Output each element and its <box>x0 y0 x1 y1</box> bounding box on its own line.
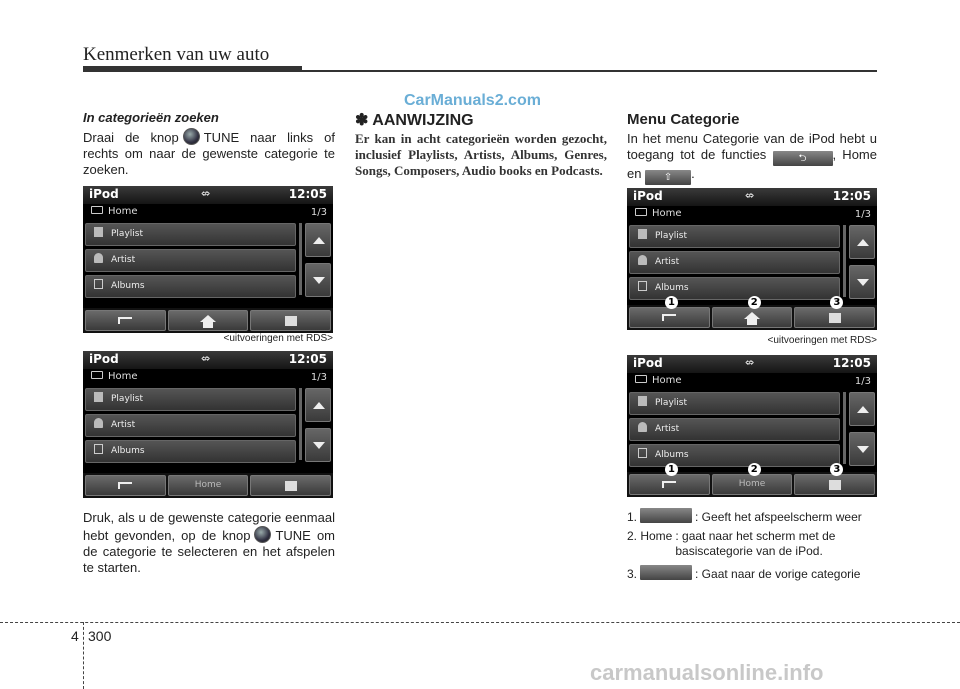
clock: 12:05 <box>288 187 327 201</box>
section-title: Menu Categorie <box>627 111 740 128</box>
status-bar <box>83 186 333 204</box>
paragraph-text: , Home en <box>627 147 877 181</box>
ipod-screen-2 <box>83 351 333 498</box>
header-rule-thick <box>83 66 302 72</box>
source-label: iPod <box>89 187 119 201</box>
chapter-number: 4 <box>71 628 79 644</box>
folder-up-button-icon: ⇧ <box>645 170 691 185</box>
folder-up-icon <box>285 481 297 491</box>
artist-icon <box>638 255 647 265</box>
badge-3: 3 <box>830 296 843 309</box>
up-category-button[interactable] <box>250 475 331 496</box>
paragraph-text: TUNE naar links of rechts om naar de gewenste categorie te zoeken. <box>83 130 335 177</box>
scroll-up-button[interactable] <box>849 392 875 426</box>
paragraph-text: TUNE om de categorie te selecteren en het afspelen te starten. <box>83 528 335 575</box>
back-button[interactable] <box>629 297 710 328</box>
tune-knob-icon <box>254 526 271 543</box>
section-subtitle: In categorieën zoeken <box>83 110 219 125</box>
breadcrumb-label: Home <box>108 206 138 217</box>
category-item-artist[interactable] <box>85 414 296 437</box>
folder-icon <box>635 208 647 216</box>
playlist-icon <box>638 396 647 406</box>
header-title: Kenmerken van uw auto <box>83 44 270 65</box>
up-category-button[interactable] <box>794 297 875 328</box>
home-icon <box>744 312 760 319</box>
home-icon <box>200 315 216 322</box>
scrollbar[interactable] <box>299 223 302 295</box>
legend-number: 2. Home <box>627 529 673 543</box>
site-watermark: CarManuals2.com <box>404 92 541 109</box>
list-item-label: Playlist <box>655 398 687 408</box>
folder-icon <box>635 375 647 383</box>
category-item-playlist[interactable] <box>629 225 840 248</box>
back-button[interactable] <box>629 464 710 495</box>
scroll-down-button[interactable] <box>305 428 331 462</box>
list-item-label: Playlist <box>111 229 143 239</box>
clock: 12:05 <box>832 189 871 203</box>
folder-up-icon <box>829 480 841 490</box>
page-indicator: 1/3 <box>310 372 327 383</box>
list-item-label: Artist <box>655 424 680 434</box>
scroll-up-button[interactable] <box>305 223 331 257</box>
legend-3 <box>627 565 860 582</box>
screen-caption: <uitvoeringen met RDS> <box>223 333 333 344</box>
list-item-label: Albums <box>655 283 689 293</box>
arrow-down-icon <box>313 277 325 284</box>
folder-up-icon <box>285 316 297 326</box>
paragraph-text: Draai de knop <box>83 130 179 145</box>
playlist-icon <box>94 227 103 237</box>
arrow-down-icon <box>857 279 869 286</box>
back-arrow-icon <box>118 482 132 489</box>
legend-1 <box>627 508 862 525</box>
status-bar <box>627 355 877 373</box>
screen-caption: <uitvoeringen met RDS> <box>767 335 877 346</box>
scroll-down-button[interactable] <box>849 432 875 466</box>
artist-icon <box>638 422 647 432</box>
category-item-playlist[interactable] <box>85 388 296 411</box>
footer-dashed-rule <box>0 622 960 623</box>
paragraph-select <box>83 510 335 576</box>
breadcrumb-label: Home <box>108 371 138 382</box>
category-list <box>629 392 840 470</box>
scroll-down-button[interactable] <box>849 265 875 299</box>
category-item-playlist[interactable] <box>85 223 296 246</box>
clock: 12:05 <box>288 352 327 366</box>
folder-up-icon <box>829 313 841 323</box>
breadcrumb <box>91 371 138 382</box>
legend-text: : Gaat naar de vorige categorie <box>695 567 861 581</box>
footer-dashed-divider <box>83 622 84 689</box>
home-button[interactable]: Home <box>168 475 249 496</box>
list-item-label: Playlist <box>655 231 687 241</box>
page-number: 300 <box>88 628 112 644</box>
category-list <box>85 223 296 301</box>
list-item-label: Albums <box>655 450 689 460</box>
category-item-artist[interactable] <box>629 418 840 441</box>
folder-up-button-icon <box>640 565 692 580</box>
legend-number: 3. <box>627 567 638 581</box>
category-item-albums[interactable] <box>85 440 296 463</box>
category-item-albums[interactable] <box>85 275 296 298</box>
back-button-icon <box>640 508 692 523</box>
source-label: iPod <box>633 356 663 370</box>
scroll-down-button[interactable] <box>305 263 331 297</box>
page-indicator: 1/3 <box>854 376 871 387</box>
ipod-screen-3 <box>627 188 877 330</box>
scrollbar[interactable] <box>843 392 846 464</box>
badge-2: 2 <box>748 463 761 476</box>
ipod-screen-4 <box>627 355 877 497</box>
arrow-down-icon <box>857 446 869 453</box>
category-item-artist[interactable] <box>85 249 296 272</box>
paragraph-text: Druk, als u de gewenste categorie eenmaal hebt gevonden, op de knop <box>83 510 335 543</box>
breadcrumb <box>635 208 682 219</box>
back-button[interactable] <box>85 310 166 331</box>
breadcrumb <box>91 206 138 217</box>
usb-icon: ⇎ <box>745 356 755 369</box>
breadcrumb-label: Home <box>652 375 682 386</box>
legend-2 <box>627 529 879 559</box>
up-category-button[interactable] <box>794 464 875 495</box>
header-rule-thin <box>300 70 877 72</box>
album-icon <box>638 281 647 291</box>
scroll-up-button[interactable] <box>849 225 875 259</box>
artist-icon <box>94 418 103 428</box>
bottom-bar <box>83 473 333 498</box>
tune-knob-icon <box>183 128 200 145</box>
list-item-label: Artist <box>111 255 136 265</box>
breadcrumb <box>635 375 682 386</box>
home-button[interactable] <box>712 297 793 328</box>
paragraph-search <box>83 128 335 178</box>
artist-icon <box>94 253 103 263</box>
home-button[interactable] <box>168 310 249 331</box>
back-arrow-icon <box>662 314 676 321</box>
category-item-albums[interactable] <box>629 444 840 467</box>
list-item-label: Albums <box>111 281 145 291</box>
scrollbar[interactable] <box>843 225 846 297</box>
note-body: Er kan in acht categorieën worden gezocht, inclusief Playlists, Artists, Albums, Genres, Songs, Composers, Audio books en Podcasts. <box>355 131 607 178</box>
badge-1: 1 <box>665 296 678 309</box>
category-item-albums[interactable] <box>629 277 840 300</box>
list-item-label: Albums <box>111 446 145 456</box>
category-list <box>629 225 840 303</box>
category-item-artist[interactable] <box>629 251 840 274</box>
legend-text: : gaat naar het scherm met de basiscategorie van de iPod. <box>675 529 836 558</box>
category-item-playlist[interactable] <box>629 392 840 415</box>
up-category-button[interactable] <box>250 310 331 331</box>
status-bar <box>627 188 877 206</box>
legend-number: 1. <box>627 510 638 524</box>
clock: 12:05 <box>832 356 871 370</box>
scrollbar[interactable] <box>299 388 302 460</box>
arrow-up-icon <box>313 402 325 409</box>
album-icon <box>638 448 647 458</box>
paragraph-text: . <box>691 166 695 181</box>
folder-icon <box>91 371 103 379</box>
bottom-bar <box>627 464 877 497</box>
folder-icon <box>91 206 103 214</box>
ipod-screen-1 <box>83 186 333 333</box>
footer-watermark: carmanualsonline.info <box>590 660 824 685</box>
list-item-label: Artist <box>111 420 136 430</box>
badge-1: 1 <box>665 463 678 476</box>
note-title: ✽ AANWIJZING <box>355 112 474 129</box>
legend-text: : Geeft het afspeelscherm weer <box>695 510 862 524</box>
usb-icon: ⇎ <box>201 352 211 365</box>
arrow-up-icon <box>857 406 869 413</box>
paragraph-menu <box>627 131 877 185</box>
list-item-label: Playlist <box>111 394 143 404</box>
paragraph-text: In het menu Categorie van de iPod hebt u toegang tot de functies <box>627 131 877 162</box>
category-list <box>85 388 296 466</box>
back-arrow-icon <box>662 481 676 488</box>
page-indicator: 1/3 <box>854 209 871 220</box>
page-indicator: 1/3 <box>310 207 327 218</box>
source-label: iPod <box>633 189 663 203</box>
bottom-bar <box>627 297 877 330</box>
back-button-icon: ⮌ <box>773 151 833 166</box>
playlist-icon <box>638 229 647 239</box>
album-icon <box>94 444 103 454</box>
badge-3: 3 <box>830 463 843 476</box>
source-label: iPod <box>89 352 119 366</box>
usb-icon: ⇎ <box>201 187 211 200</box>
scroll-up-button[interactable] <box>305 388 331 422</box>
home-button[interactable] <box>712 464 793 495</box>
bottom-bar <box>83 308 333 333</box>
back-button[interactable] <box>85 475 166 496</box>
playlist-icon <box>94 392 103 402</box>
arrow-up-icon <box>857 239 869 246</box>
home-label: Home <box>738 479 766 489</box>
arrow-down-icon <box>313 442 325 449</box>
usb-icon: ⇎ <box>745 189 755 202</box>
arrow-up-icon <box>313 237 325 244</box>
list-item-label: Artist <box>655 257 680 267</box>
status-bar <box>83 351 333 369</box>
breadcrumb-label: Home <box>652 208 682 219</box>
back-arrow-icon <box>118 317 132 324</box>
badge-2: 2 <box>748 296 761 309</box>
album-icon <box>94 279 103 289</box>
